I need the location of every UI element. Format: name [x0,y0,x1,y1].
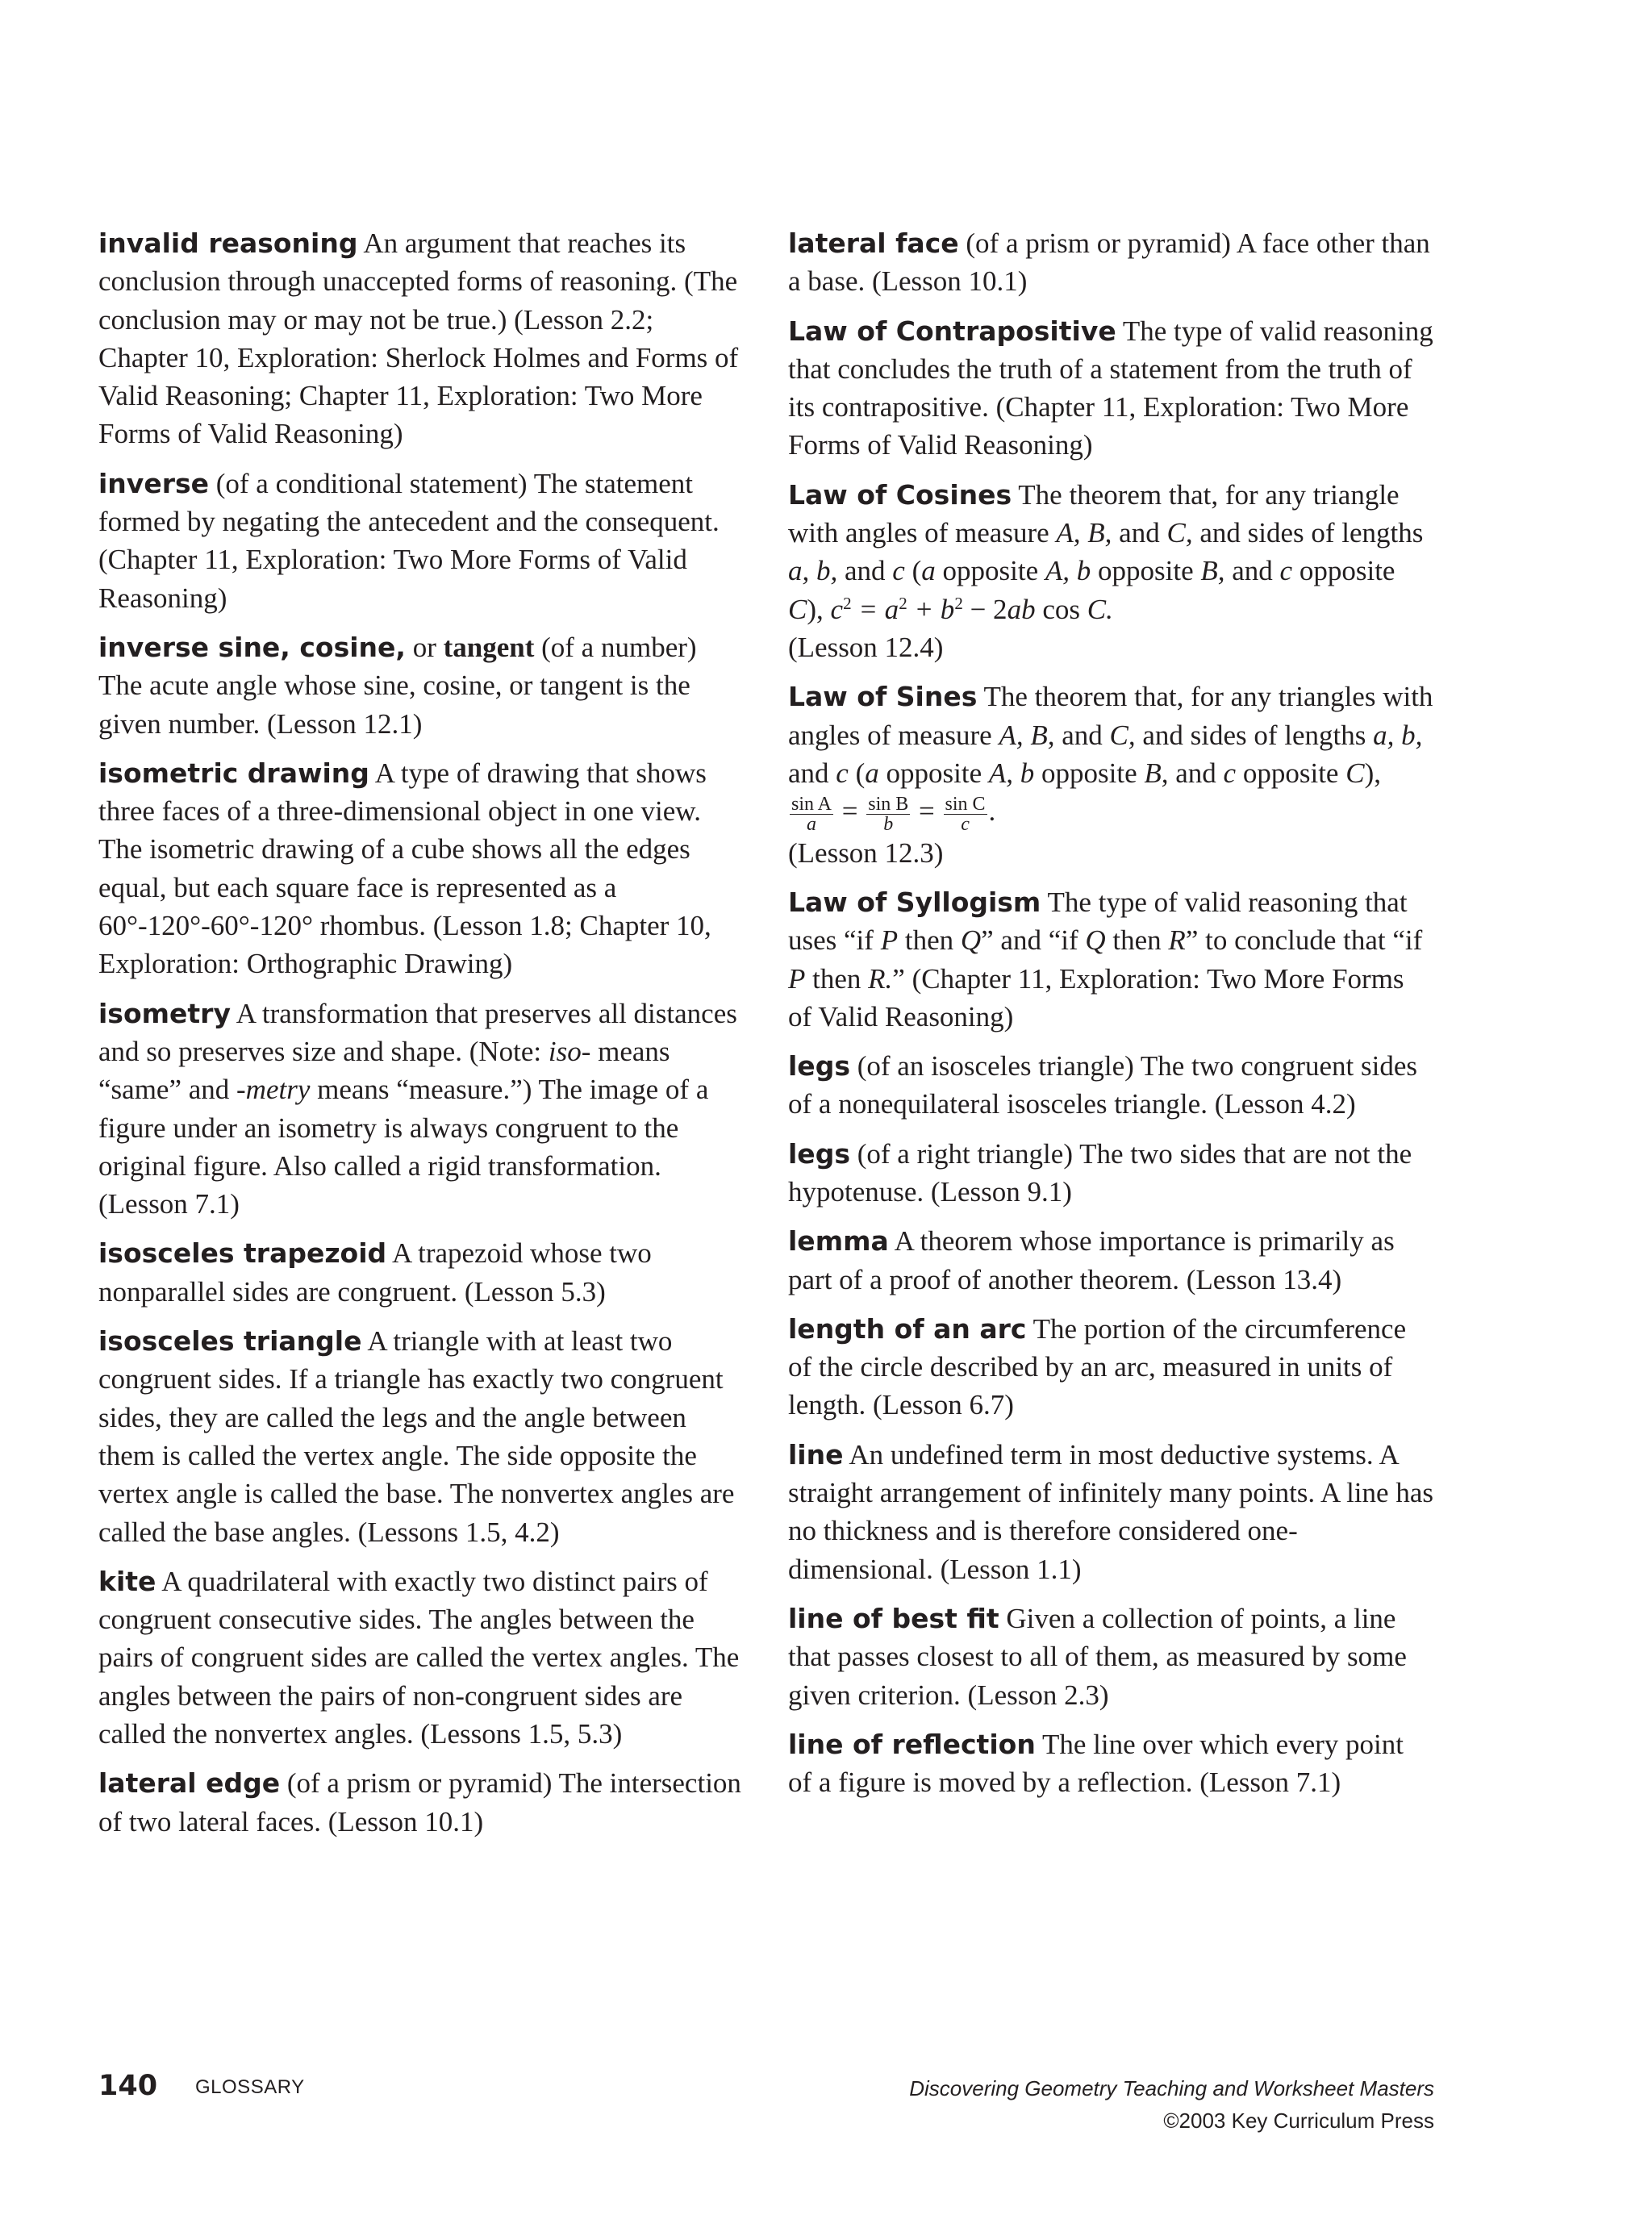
definition: opposite [1299,555,1395,587]
glossary-entry-lateral-face [788,224,1433,301]
copyright-notice: ©2003 Key Curriculum Press [1163,2109,1434,2133]
math-var: A, B, [1056,517,1112,549]
definition: A transformation that preserves all distances and so preserves size and shape. (Note: [98,997,737,1067]
definition: then [1112,924,1162,957]
definition: (of a conditional statement) The statement formed by negating the antecedent and the consequent. (Chapter 11, Exploration: Two More Forms of Valid Reasoning) [98,467,720,614]
definition: The type of valid reasoning that concludes the truth of a statement from the truth of its contrapositive. (Chapter 11, Exploration: Two More Forms of Valid Reasoning) [788,315,1433,461]
math-var: C, [1109,719,1136,751]
definition: The portion of the circumference of the circle described by an arc, measured in units of length. (Lesson 6.7) [788,1312,1407,1421]
definition: and [1232,555,1273,587]
glossary-entry-kite [98,1562,744,1753]
math-var: c [1279,555,1293,587]
glossary-column-left [98,224,744,1852]
definition: and [1175,757,1216,789]
term: length of an arc [788,1312,1027,1345]
math-var: c [836,757,849,789]
term: lateral face [788,227,959,259]
lesson-reference: (Lesson 12.3) [788,836,944,869]
definition: ” to conclude that “if [1185,924,1423,957]
glossary-entry-isometric-drawing [98,754,744,983]
math-var: C, [1166,517,1193,549]
definition-italic: iso- [548,1035,591,1067]
math-var: A, [988,757,1013,789]
math-var: a [865,757,879,789]
exponent: 2 [899,594,907,614]
definition: opposite [942,555,1039,587]
lesson-reference: (Lesson 12.4) [788,631,944,663]
definition: means “measure.”) The image of a figure under an isometry is always congruent to the original figure. Also called a rigid transformation. (Lesson 7.1) [98,1074,709,1220]
definition: Given a collection of points, a line that passes closest to all of them, as measured by some given criterion. (Lesson 2.3) [788,1602,1407,1711]
math-var: B, [1144,757,1169,789]
glossary-column-right [788,224,1433,1812]
math-var: = a [858,593,899,625]
term: Law of Syllogism [788,886,1041,918]
glossary-entry-line-of-reflection [788,1725,1433,1802]
term: isosceles triangle [98,1325,362,1358]
definition: ” (Chapter 11, Exploration: Two More Forms of Valid Reasoning) [788,962,1404,1032]
term-connector: or [412,631,436,663]
term: line of reflection [788,1728,1036,1760]
math-var: a, b, [788,555,838,587]
glossary-entry-isometry [98,995,744,1224]
section-label: GLOSSARY [195,2076,305,2098]
term: isometry [98,997,231,1029]
math-var: P [880,924,899,957]
definition: A trapezoid whose two nonparallel sides are congruent. (Lesson 5.3) [98,1237,652,1308]
glossary-entry-law-of-syllogism [788,883,1433,1036]
glossary-entry-law-of-cosines [788,476,1433,666]
definition: (of a prism or pyramid) The intersection of two lateral faces. (Lesson 10.1) [98,1767,741,1837]
book-title: Discovering Geometry Teaching and Worksheet Masters [909,2076,1434,2100]
definition: An argument that reaches its conclusion through unaccepted forms of reasoning. (The conclusion may or may not be true.) (Lesson 2.2; Chapter 10, Exploration: Sherlock Holmes and Forms of Valid Reasoning; Chapter 11, Exploration: Two More Forms of Valid Reasoning) [98,227,739,450]
glossary-entry-legs-isosceles [788,1047,1433,1124]
term: lateral edge [98,1767,281,1800]
fraction-sin-a [790,795,833,834]
definition: and [845,555,886,587]
math-var: A, [1045,555,1070,587]
definition: and [1119,517,1160,549]
math-var: B, [1200,555,1225,587]
definition: and [1062,719,1103,751]
glossary-entry-invalid-reasoning [98,224,744,453]
fraction-denominator: a [807,813,816,835]
math-var: + b [914,593,955,625]
definition: then [904,924,954,957]
math-op: cos [1042,593,1080,625]
fraction-numerator: sin B [868,793,909,815]
term: lemma [788,1225,889,1258]
definition: opposite [1242,757,1339,789]
definition: (of an isosceles triangle) The two congruent sides of a nonequilateral isosceles triangle. (Lesson 4.2) [788,1050,1418,1120]
term: isosceles trapezoid [98,1237,387,1270]
math-var: C [788,593,807,625]
fraction-numerator: sin A [791,793,832,815]
definition: (of a number) The acute angle whose sine, cosine, or tangent is the given number. (Lesson 12.1) [98,631,697,740]
term: invalid reasoning [98,227,358,259]
definition: ( [912,555,922,587]
definition: The theorem that, for any triangle with angles of measure [788,478,1400,549]
glossary-entry-inverse-trig [98,628,744,743]
exponent: 2 [954,594,963,614]
math-var: b [1020,757,1035,789]
definition: and [788,757,829,789]
term: kite [98,1565,156,1597]
fraction-sin-b [866,795,910,834]
math-var: a [921,555,936,587]
math-var: C. [1087,593,1113,625]
glossary-entry-length-of-arc [788,1310,1433,1425]
definition: and sides of lengths [1142,719,1366,751]
definition: A theorem whose importance is primarily as part of a proof of another theorem. (Lesson 13.4) [788,1225,1395,1295]
fraction-sin-c [944,795,987,834]
math-var: A, B, [999,719,1055,751]
definition: The line over which every point of a figure is moved by a reflection. (Lesson 7.1) [788,1728,1404,1799]
math-var: P [788,962,806,995]
term: legs [788,1050,850,1082]
math-var: C [1345,757,1365,789]
math-var: c [892,555,905,587]
term: line [788,1438,844,1470]
definition: An undefined term in most deductive systems. A straight arrangement of infinitely many points. A line has no thickness and is therefore considered one-dimensional. (Lesson 1.1) [788,1438,1433,1585]
term: isometric drawing [98,757,369,789]
definition: opposite [1098,555,1194,587]
definition: ), [1364,757,1381,789]
definition: ( [855,757,866,789]
definition: A quadrilateral with exactly two distinct pairs of congruent consecutive sides. The angles between the pairs of congruent sides are called the vertex angles. The angles between the pairs of non-congruent sides are called the nonvertex angles. (Lessons 1.5, 5.3) [98,1565,740,1750]
math-var: ab [1007,593,1036,625]
definition: and sides of lengths [1199,517,1424,549]
page-number: 140 [98,2070,158,2102]
definition-italic: -metry [236,1074,311,1106]
glossary-entry-inverse [98,465,744,617]
glossary-entry-line-of-best-fit [788,1600,1433,1714]
definition: (of a prism or pyramid) A face other than a base. (Lesson 10.1) [788,227,1430,298]
definition: ), [807,593,824,625]
math-var: a, b, [1373,719,1423,751]
definition: ” and “if [981,924,1078,957]
definition: then [812,962,861,995]
law-of-cosines-formula [831,594,1113,625]
glossary-entry-lemma [788,1222,1433,1299]
term: Law of Contrapositive [788,315,1116,347]
math-var: R. [868,962,893,995]
term: Law of Sines [788,681,978,713]
exponent: 2 [843,594,852,614]
glossary-entry-lateral-edge [98,1764,744,1841]
fraction-denominator: b [883,813,894,835]
math-var: c [830,593,844,625]
definition: opposite [886,757,982,789]
term: inverse sine, cosine, [98,631,406,663]
definition: The theorem that, for any triangles with angles of measure [788,681,1433,751]
definition: A type of drawing that shows three faces of a three-dimensional object in one view. The isometric drawing of a cube shows all the edges equal, but each square face is represented as a 60°-120°-60°-120° rhombus. (Lesson 1.8; Chapter 10, Exploration: Orthographic Drawing) [98,757,711,980]
math-var: b [1076,555,1091,587]
definition: means “same” and [98,1035,670,1106]
term: line of best fit [788,1602,999,1634]
math-op: − 2 [970,593,1007,625]
definition: (of a right triangle) The two sides that are not the hypotenuse. (Lesson 9.1) [788,1137,1412,1208]
term: Law of Cosines [788,478,1012,511]
term: inverse [98,467,209,499]
math-var: Q [960,924,982,957]
glossary-entry-line [788,1436,1433,1588]
glossary-entry-isosceles-triangle [98,1322,744,1551]
glossary-entry-law-of-sines: Law of Sines The theorem that, for any triangles with angles of measure A, B, and C, and sides of lengths a, b, and c (a opposite A, b opposite B, and c opposite C), $\frac{\text{sin A}}{a}$ = $\frac{\text{sin B}}{b}$ = $\frac{\text{sin C}}{c}$ . (Lesson 12.3) [788,681,1433,869]
math-var: Q [1085,924,1106,957]
definition: opposite [1041,757,1137,789]
definition: The type of valid reasoning that uses “if [788,886,1408,957]
term: tangent [443,631,535,663]
glossary-entry-law-of-contrapositive [788,312,1433,465]
fraction-denominator: c [961,813,970,835]
definition: A triangle with at least two congruent sides. If a triangle has exactly two congruent sides, they are called the legs and the angle between them is called the vertex angle. The side opposite the vertex angle is called the base. The nonvertex angles are called the base angles. (Lessons 1.5, 4.2) [98,1325,735,1548]
term: legs [788,1137,850,1170]
math-var: c [1223,757,1237,789]
glossary-entry-isosceles-trapezoid [98,1234,744,1311]
math-var: R [1168,924,1186,957]
fraction-numerator: sin C [945,793,986,815]
glossary-entry-legs-right [788,1135,1433,1212]
